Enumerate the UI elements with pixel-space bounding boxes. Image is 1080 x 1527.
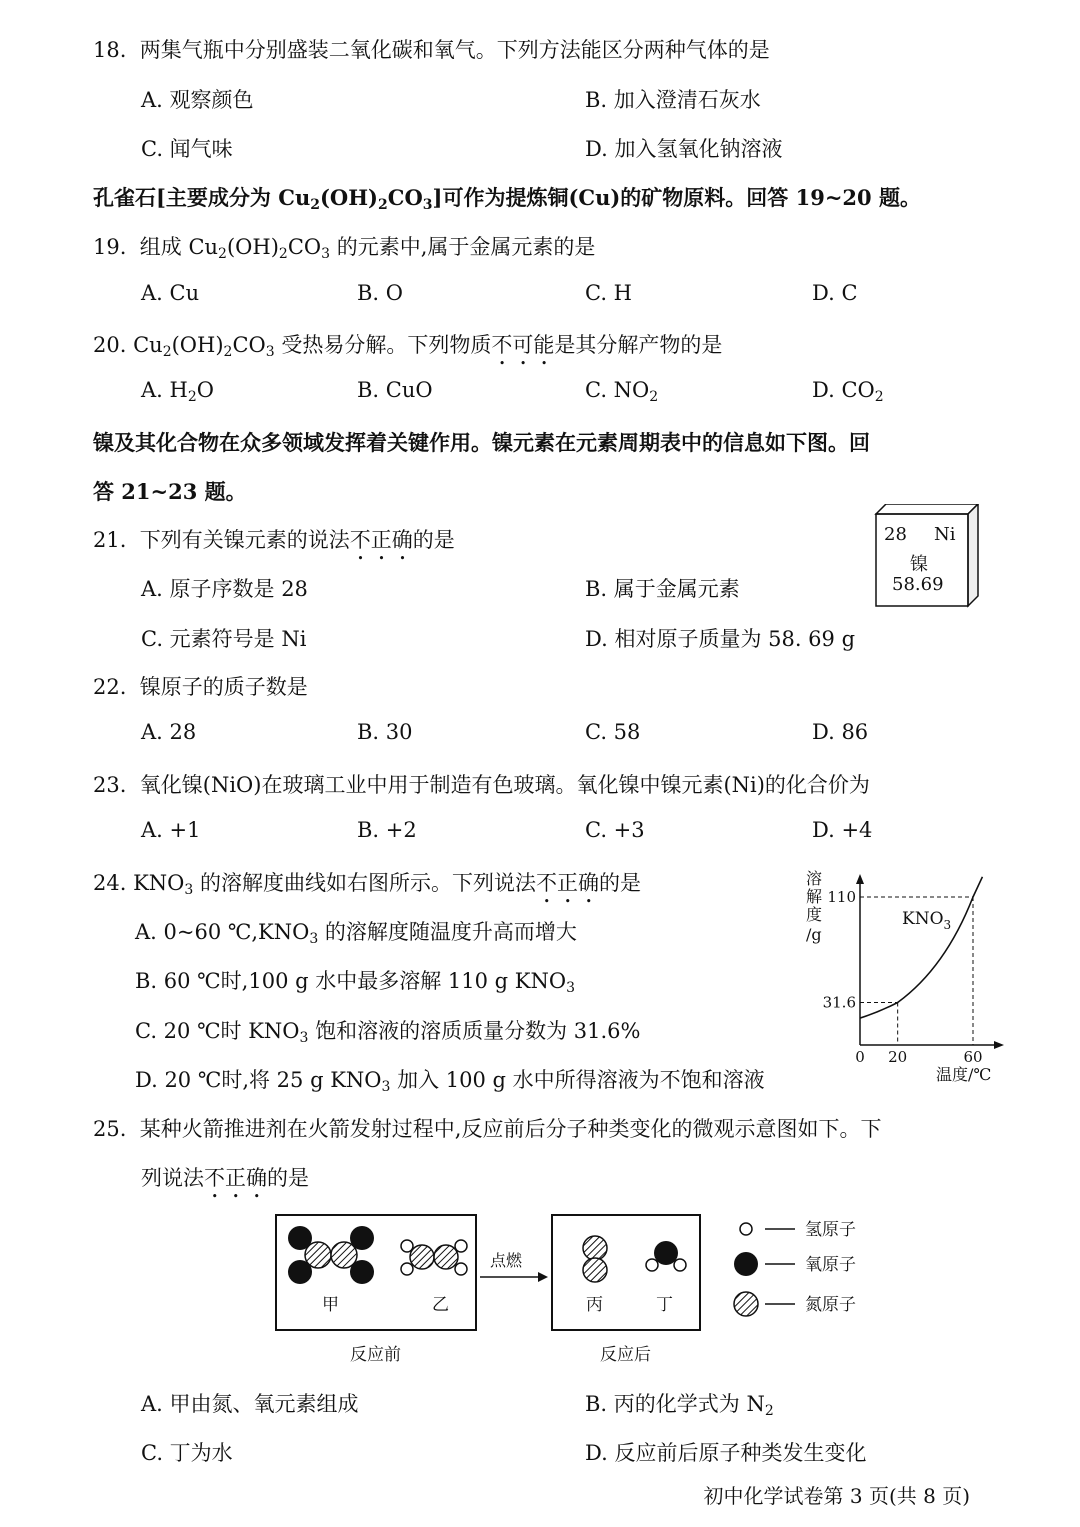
q21-option-a: A. 原子序数是 28 bbox=[141, 577, 308, 601]
q22-option-d: D. 86 bbox=[812, 720, 869, 744]
q18-stem: 18. 两集气瓶中分别盛装二氧化碳和氧气。下列方法能区分两种气体的是 bbox=[93, 38, 770, 62]
intro-21-23-line2: 答 21~23 题。 bbox=[93, 479, 247, 504]
q25-stem-line1: 25. 某种火箭推进剂在火箭发射过程中,反应前后分子种类变化的微观示意图如下。下 bbox=[93, 1117, 882, 1141]
q20-option-a: A. $H_2O$ bbox=[141, 378, 214, 405]
q19-option-d: D. C bbox=[812, 281, 858, 305]
q18-option-d: D. 加入氢氧化钠溶液 bbox=[585, 137, 783, 161]
element-box bbox=[870, 504, 980, 608]
y-axis-arrow bbox=[856, 874, 864, 884]
molecule-jia bbox=[288, 1226, 374, 1284]
q20-stem: 20. $Cu_2(OH)_2CO_3$ 受热易分解。下列物质不可能是其分解产物的是 bbox=[93, 333, 723, 360]
element-name: 镍 bbox=[910, 554, 928, 575]
q23-stem: 23. 氧化镍(NiO)在玻璃工业中用于制造有色玻璃。氧化镍中镍元素(Ni)的化合价为 bbox=[93, 773, 870, 797]
q23-option-c: C. +3 bbox=[585, 818, 645, 842]
solubility-chart bbox=[800, 860, 1020, 1090]
label-jia: 甲 bbox=[322, 1295, 339, 1315]
q23-option-d: D. +4 bbox=[812, 818, 873, 842]
page-footer: 初中化学试卷第 3 页(共 8 页) bbox=[703, 1484, 970, 1508]
legend-h-label: 氢原子 bbox=[805, 1220, 856, 1240]
arrow-label: 点燃 bbox=[490, 1251, 523, 1270]
q24-option-c: C. 20 ℃时 $KNO_3$ 饱和溶液的溶质质量分数为 31.6% bbox=[135, 1019, 641, 1046]
molecule-ding bbox=[646, 1241, 686, 1271]
legend-n-icon bbox=[734, 1292, 758, 1316]
chart-xlabel: 温度/℃ bbox=[936, 1065, 992, 1084]
y-tick-31.6: 31.6 bbox=[822, 993, 856, 1012]
q24-option-a: A. 0~60 $℃,KNO_3$ 的溶解度随温度升高而增大 bbox=[135, 920, 577, 947]
q21-option-d: D. 相对原子质量为 58. 69 g bbox=[585, 627, 856, 651]
y-tick-110: 110 bbox=[827, 888, 856, 906]
q22-option-b: B. 30 bbox=[357, 720, 413, 744]
q25-option-b: B. 丙的化学式为 $N_2$ bbox=[585, 1392, 774, 1419]
q25-option-c: C. 丁为水 bbox=[141, 1441, 233, 1465]
molecule-bing bbox=[583, 1236, 607, 1282]
chart-ylabel-4: /g bbox=[806, 925, 822, 944]
label-bing: 丙 bbox=[586, 1295, 603, 1315]
element-mass: 58.69 bbox=[892, 574, 944, 595]
q19-option-a: A. Cu bbox=[141, 281, 200, 305]
chart-series-label: $KNO_3$ bbox=[902, 909, 952, 932]
q25-option-d: D. 反应前后原子种类发生变化 bbox=[585, 1441, 867, 1465]
q18-option-c: C. 闻气味 bbox=[141, 137, 233, 161]
molecule-yi bbox=[401, 1240, 467, 1275]
label-before: 反应前 bbox=[350, 1345, 401, 1365]
label-yi: 乙 bbox=[432, 1295, 449, 1315]
chart-ylabel-1: 溶 bbox=[806, 869, 823, 888]
chart-ylabel-2: 解 bbox=[806, 887, 823, 906]
q18-option-a: A. 观察颜色 bbox=[141, 88, 254, 112]
chart-ylabel-3: 度 bbox=[806, 905, 823, 924]
q19-stem: 19. 组成 $Cu_2(OH)_2CO_3$ 的元素中,属于金属元素的是 bbox=[93, 235, 596, 262]
q21-option-b: B. 属于金属元素 bbox=[585, 577, 740, 601]
q23-option-a: A. +1 bbox=[141, 818, 201, 842]
element-symbol: Ni bbox=[934, 524, 956, 545]
legend-o-label: 氧原子 bbox=[805, 1255, 856, 1275]
q24-option-b: B. 60 ℃时,100 g 水中最多溶解 110 g $KNO_3$ bbox=[135, 969, 575, 996]
chart-marks bbox=[823, 877, 983, 1066]
chart-axes bbox=[856, 874, 1004, 1049]
x-axis-arrow bbox=[994, 1041, 1004, 1049]
q19-option-b: B. O bbox=[357, 281, 403, 305]
q18-option-b: B. 加入澄清石灰水 bbox=[585, 88, 761, 112]
q25-option-a: A. 甲由氮、氧元素组成 bbox=[141, 1392, 359, 1416]
q25-stem-line2: 列说法不正确的是 bbox=[141, 1166, 309, 1190]
reaction-diagram bbox=[270, 1205, 890, 1380]
intro-21-23-line1: 镍及其化合物在众多领域发挥着关键作用。镍元素在元素周期表中的信息如下图。回 bbox=[93, 430, 870, 455]
intro-19-20: 孔雀石[主要成分为 $Cu_2(OH)_2CO_3$]可作为提炼铜(Cu)的矿物原料。回答 19~20 题。 bbox=[93, 185, 921, 213]
x-tick-20: 20 bbox=[888, 1048, 908, 1066]
x-tick-0: 0 bbox=[855, 1048, 865, 1066]
q22-option-a: A. 28 bbox=[141, 720, 197, 744]
q23-option-b: B. +2 bbox=[357, 818, 417, 842]
q19-option-c: C. H bbox=[585, 281, 632, 305]
q24-stem: 24. $KNO_3$ 的溶解度曲线如右图所示。下列说法不正确的是 bbox=[93, 871, 641, 898]
legend-o-icon bbox=[734, 1252, 758, 1276]
legend-h-icon bbox=[740, 1223, 752, 1235]
q20-option-c: C. $NO_2$ bbox=[585, 378, 659, 405]
q20-option-d: D. $CO_2$ bbox=[812, 378, 884, 405]
element-number: 28 bbox=[884, 524, 907, 545]
x-tick-60: 60 bbox=[963, 1048, 983, 1066]
legend-n-label: 氮原子 bbox=[805, 1295, 856, 1315]
q22-stem: 22. 镍原子的质子数是 bbox=[93, 675, 308, 699]
q22-option-c: C. 58 bbox=[585, 720, 641, 744]
label-ding: 丁 bbox=[656, 1295, 673, 1315]
label-after: 反应后 bbox=[600, 1345, 651, 1365]
q20-option-b: B. CuO bbox=[357, 378, 433, 402]
q24-option-d: D. 20 ℃时,将 25 g $KNO_3$ 加入 100 g 水中所得溶液为不饱和溶液 bbox=[135, 1068, 765, 1095]
after-box bbox=[552, 1215, 700, 1330]
q21-stem: 21. 下列有关镍元素的说法不正确的是 bbox=[93, 528, 455, 552]
arrow-head bbox=[538, 1272, 548, 1282]
kno3-curve bbox=[860, 877, 982, 1018]
q21-option-c: C. 元素符号是 Ni bbox=[141, 627, 307, 651]
